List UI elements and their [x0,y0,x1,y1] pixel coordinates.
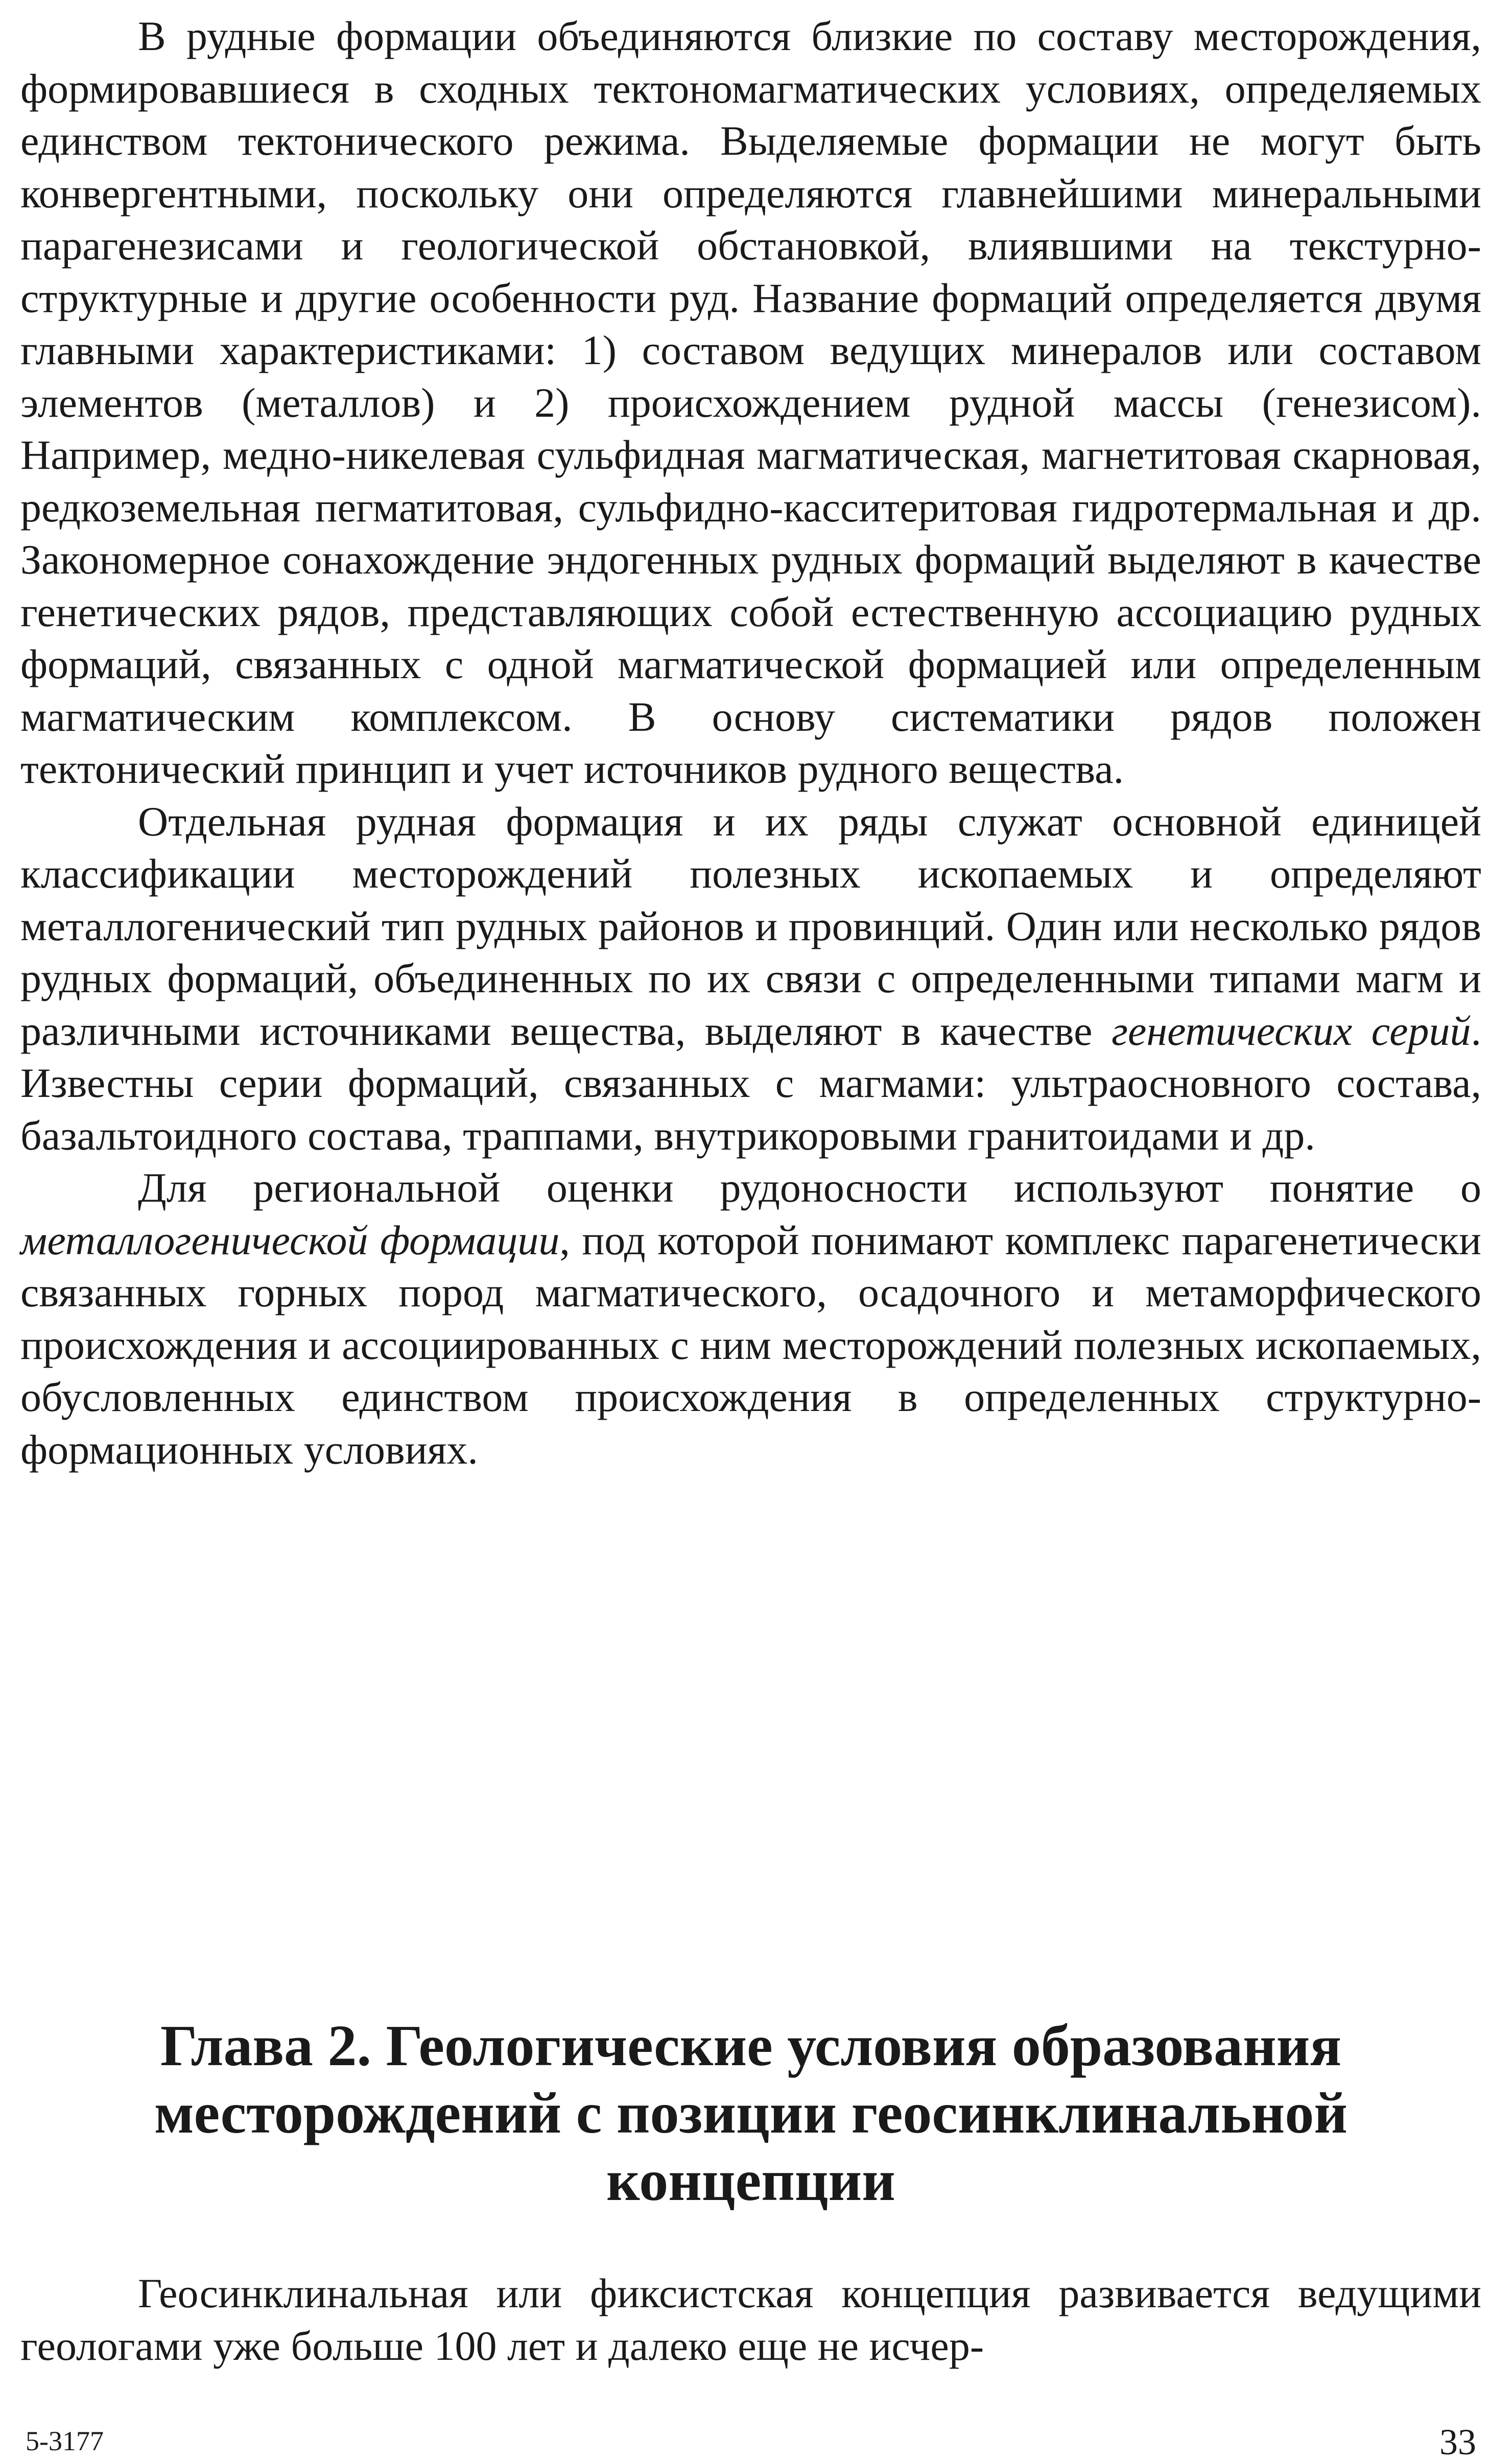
emphasized-term: металлогенической формации [20,1216,560,1263]
paragraph-text: Геосинклинальная или фиксистская концепция развивается ведущими геологами уже больше 100 лет и далеко еще не исчер- [20,2270,1481,2369]
page-number: 33 [1439,2422,1476,2462]
paragraph-text: В рудные формации объединяются близкие по составу месторождения, формировавшиеся в сходных тектономагматических условиях, определяемых единством тектонического режима. Выделяемые формации не могут быть конвергентными, поскольку они определяются главнейшими минеральными парагенезисами и геологической обстановкой, влиявшими на текстурно-структурные и другие особенности руд. Название формаций определяется двумя главными характеристиками: 1) составом ведущих минералов или составом элементов (металлов) и 2) происхождением рудной массы (генезисом). Например, медно-никелевая сульфидная магматическая, магнетитовая скарновая, редкоземельная пегматитовая, сульфидно-касситеритовая гидротермальная и др. Закономерное сонахождение эндогенных рудных формаций выделяют в качестве генетических рядов, представляющих собой естественную ассоциацию рудных формаций, связанных с одной магматической формацией или определенным магматическим комплексом. В основу систематики рядов положен тектонический принцип и учет источников рудного вещества. [20,13,1481,792]
body-text [20,10,1481,1476]
paragraph-metallogenic-formation [20,1162,1481,1476]
printer-signature: 5-3177 [26,2426,104,2456]
paragraph-text-before: Для региональной оценки рудоносности используют понятие о [138,1164,1481,1211]
paragraph-text-after: , под которой понимают комплекс парагенетически связанных горных пород магматического, осадочного и метаморфического происхождения и ассоциированных с ним месторождений полезных ископаемых, обусловленных единством происхождения в определенных структурно-формационных условиях. [20,1216,1482,1473]
book-page [20,10,1482,2462]
chapter-title-line: концепции [606,2148,895,2213]
paragraph-text-before: Отдельная рудная формация и их ряды служат основной единицей классификации месторождений полезных ископаемых и определяют металлогенический тип рудных районов и провинций. Один или несколько рядов рудных формаций, объединенных по их связи с определенными типами магм и различными источниками вещества, выделяют в качестве [20,798,1481,1054]
chapter-title [20,2012,1481,2214]
paragraph-text-after: . Известны серии формаций, связанных с магмами: ультраосновного состава, базальтоидного состава, траппами, внутрикоровыми гранитоидами и др. [20,1007,1481,1159]
paragraph-geosyncline-intro [20,2267,1481,2372]
chapter-title-line: месторождений с позиции геосинклинальной [154,2080,1348,2145]
paragraph-genetic-series [20,796,1481,1162]
paragraph-ore-formations [20,10,1481,796]
chapter-title-line: Глава 2. Геологические условия образования [160,2013,1342,2078]
emphasized-term: генетических серий [1111,1007,1471,1054]
chapter-intro [20,2267,1481,2372]
